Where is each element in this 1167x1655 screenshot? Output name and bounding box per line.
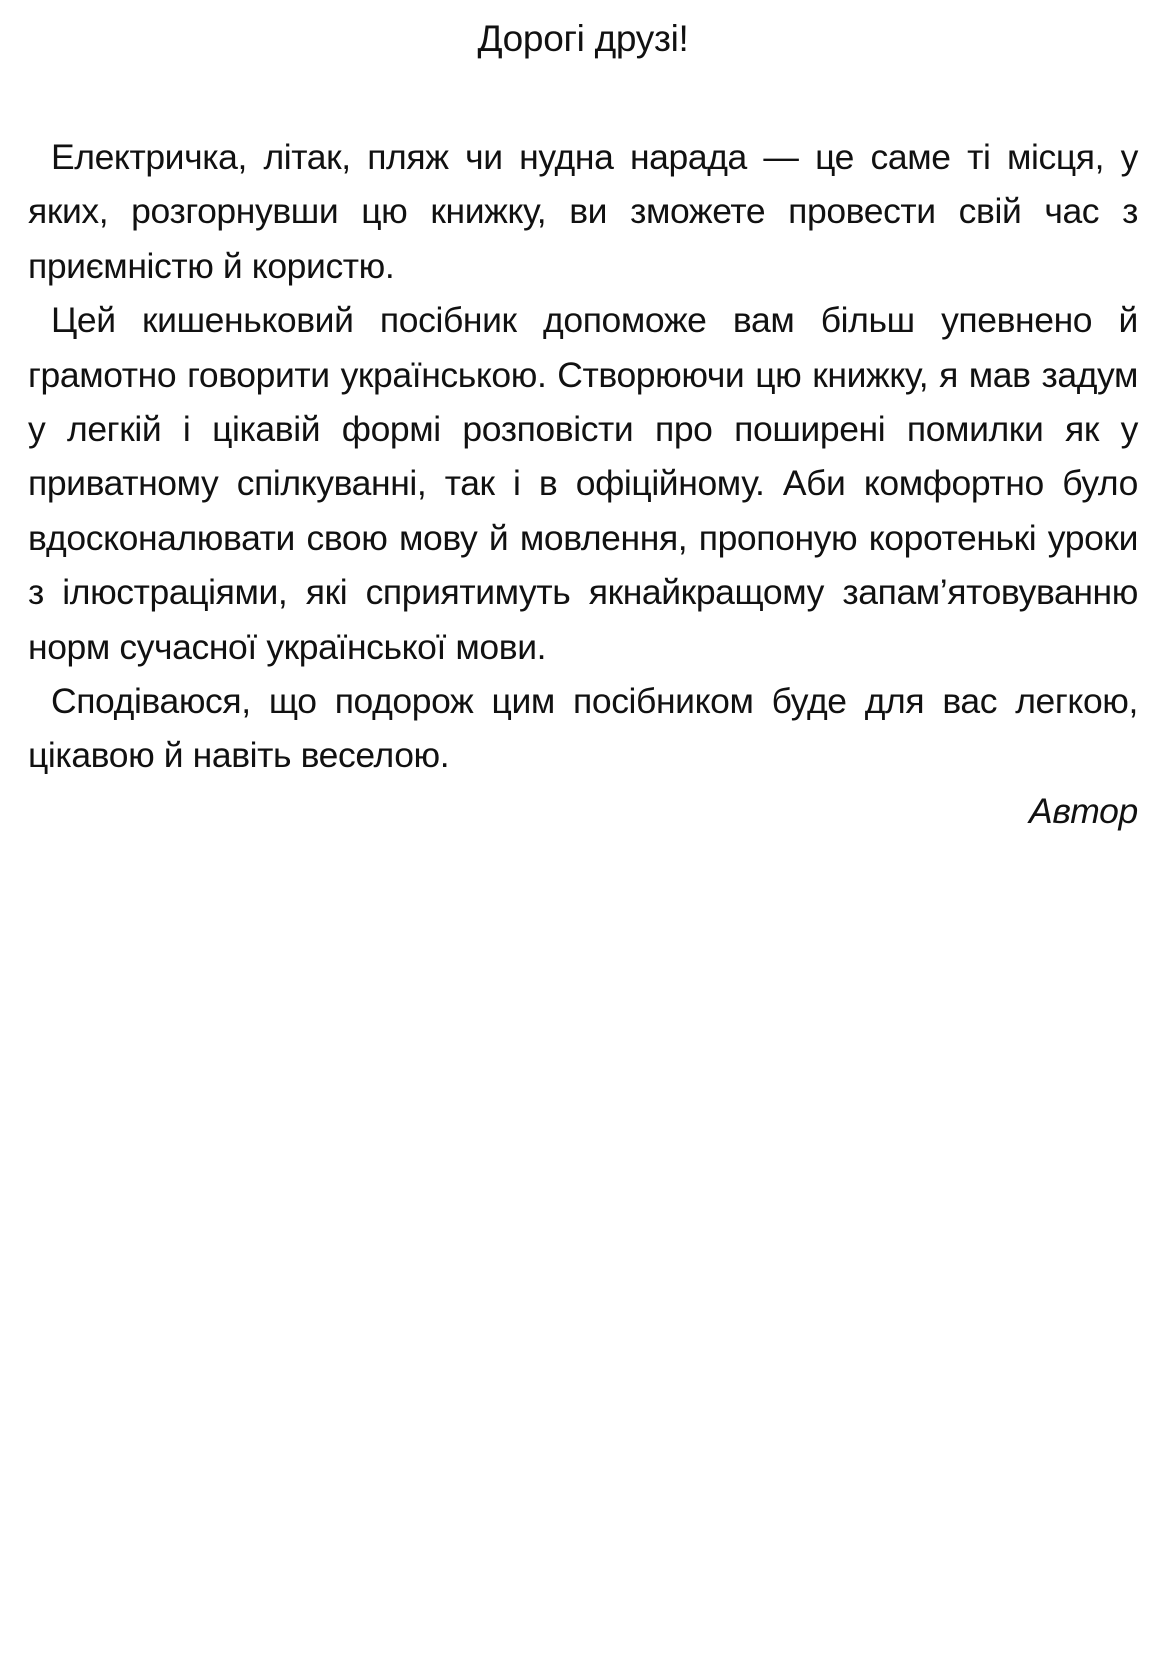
- page-title: Дорогі друзі!: [477, 18, 689, 59]
- paragraph-2: Цей кишеньковий посібник допоможе вам більш упевнено й грамотно говорити українською. Створюючи цю книжку, я мав задум у легкій і цікавій формі розповісти про поширені помилки як у приватному спілкуванні, так і в офіційному. Аби комфортно було вдосконалювати свою мову й мовлення, пропоную коротенькі уроки з ілюстраціями, які сприятимуть якнайкращому запам’ятовуванню норм сучасної української мови.: [28, 300, 1138, 667]
- paragraph-1: Електричка, літак, пляж чи нудна нарада — це саме ті місця, у яких, розгорнувши цю книжку, ви зможете провести свій час з приємністю й користю.: [28, 137, 1138, 286]
- body-text: [28, 130, 1138, 839]
- author-signature: Автор: [1029, 790, 1138, 831]
- paragraph-3: Сподіваюся, що подорож цим посібником буде для вас легкою, цікавою й навіть веселою.: [28, 681, 1138, 776]
- document-page: [28, 0, 1138, 1655]
